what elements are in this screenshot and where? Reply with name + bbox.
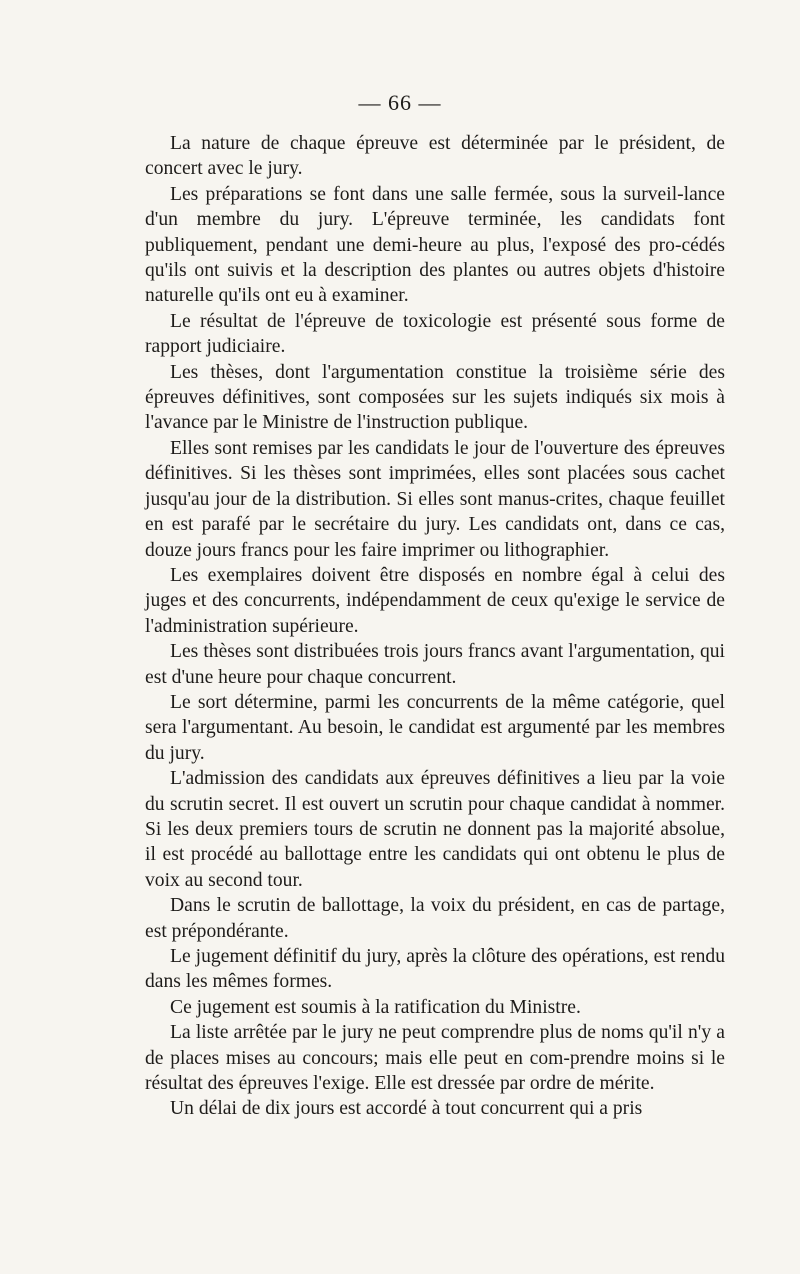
body-text bbox=[145, 131, 725, 1122]
paragraph: Le résultat de l'épreuve de toxicologie est présenté sous forme de rapport judiciaire. bbox=[145, 310, 725, 358]
paragraph: Les thèses sont distribuées trois jours francs avant l'argumentation, qui est d'une heure pour chaque concurrent. bbox=[145, 641, 725, 688]
paragraph: Un délai de dix jours est accordé à tout concurrent qui a pris bbox=[170, 1098, 643, 1120]
page-number: — 66 — bbox=[358, 90, 442, 115]
paragraph: La liste arrêtée par le jury ne peut comprendre plus de noms qu'il n'y a de places mises au concours; mais elle peut en com-prendre moins si le résultat des épreuves l'exige. Elle est dressée par ordre de mérite. bbox=[145, 1022, 725, 1095]
paragraph: Les exemplaires doivent être disposés en nombre égal à celui des juges et des concurrents, indépendamment de ceux qu'exige le service de l'administration supérieure. bbox=[145, 564, 725, 637]
paragraph: Les préparations se font dans une salle fermée, sous la surveil-lance d'un membre du jury. L'épreuve terminée, les candidats font publiquement, pendant une demi-heure au plus, l'exposé des pro-cédés qu'ils ont suivis et la description des plantes ou autres objets d'histoire naturelle qu'ils ont eu à examiner. bbox=[145, 183, 725, 307]
paragraph: Dans le scrutin de ballottage, la voix du président, en cas de partage, est prépondérante. bbox=[145, 895, 725, 942]
paragraph: Le jugement définitif du jury, après la clôture des opérations, est rendu dans les mêmes formes. bbox=[145, 946, 725, 993]
paragraph: L'admission des candidats aux épreuves définitives a lieu par la voie du scrutin secret. Il est ouvert un scrutin pour chaque candidat à nommer. Si les deux premiers tours de scrutin ne donnent pas la majorité absolue, il est procédé au ballottage entre les candidats qui ont obtenu le plus de voix au second tour. bbox=[145, 768, 725, 891]
paragraph: Les thèses, dont l'argumentation constitue la troisième série des épreuves définitives, sont composées sur les sujets indiqués six mois à l'avance par le Ministre de l'instruction publique. bbox=[145, 361, 725, 434]
paragraph: La nature de chaque épreuve est déterminée par le président, de concert avec le jury. bbox=[145, 133, 725, 180]
paragraph: Le sort détermine, parmi les concurrents de la même catégorie, quel sera l'argumentant. Au besoin, le candidat est argumenté par les membres du jury. bbox=[145, 691, 725, 764]
paragraph: Ce jugement est soumis à la ratification du Ministre. bbox=[170, 996, 581, 1018]
paragraph: Elles sont remises par les candidats le jour de l'ouverture des épreuves définitives. Si les thèses sont imprimées, elles sont placées sous cachet jusqu'au jour de la distribution. Si elles sont manus-crites, chaque feuillet en est parafé par le secrétaire du jury. Les candidats ont, dans ce cas, douze jours francs pour les faire imprimer ou lithographier. bbox=[145, 437, 725, 561]
